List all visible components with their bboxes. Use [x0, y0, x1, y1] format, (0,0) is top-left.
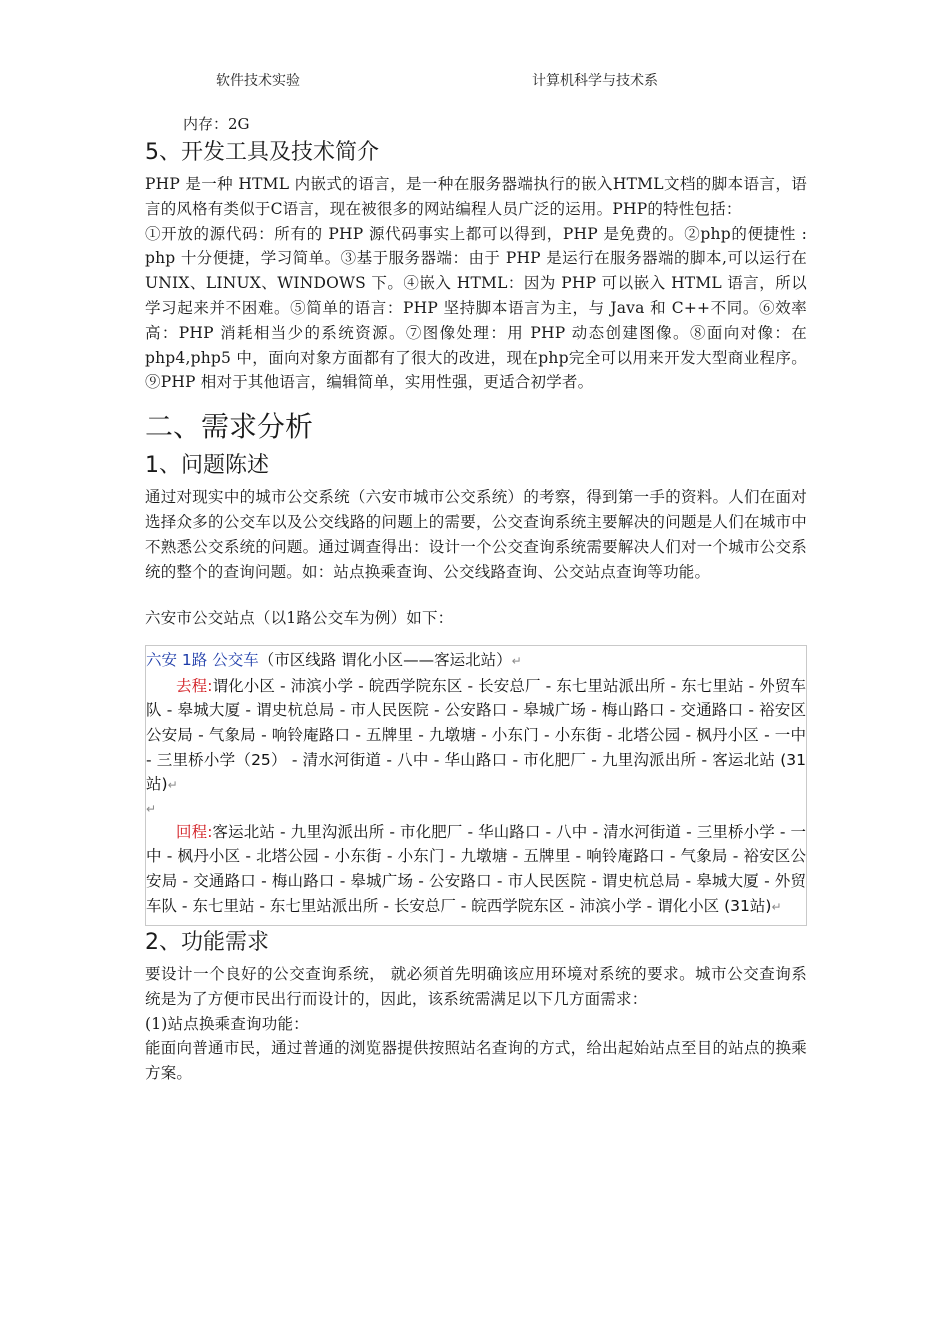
bus-route-name: 六安 1路 公交车	[146, 651, 259, 670]
bus-example-intro: 六安市公交站点（以1路公交车为例）如下：	[145, 609, 454, 628]
memory-spec: 内存：2G	[183, 115, 250, 133]
outbound-label: 去程:	[176, 676, 213, 695]
php-features-paragraph: ①开放的源代码：所有的 PHP 源代码事实上都可以得到，PHP 是免费的。②php的便捷性 : php 十分便捷，学习简单。③基于服务器端：由于 PHP 是运行在服务器端的脚本,可以运行在 UNIX、LINUX、WINDOWS 下。④嵌入 HTML：因为 PHP 可以嵌入 HTML 语言，所以学习起来并不困难。⑤简单的语言：PHP 坚持脚本语言为主，与 Java 和 C++不同。⑥效率高：PHP 消耗相当少的系统资源。⑦图像处理：用 PHP 动态创建图像。⑧面向对像：在 php4,php5 中，面向对象方面都有了很大的改进，现在php完全可以用来开发大型商业程序。⑨PHP 相对于其他语言，编辑简单，实用性强，更适合初学者。	[145, 224, 807, 392]
problem-statement-paragraph: 通过对现实中的城市公交系统（六安市城市公交系统）的考察，得到第一手的资料。人们在面对选择众多的公交车以及公交线路的问题上的需要，公交查询系统主要解决的问题是人们在城市中不熟悉公交系统的问题。通过调查得出：设计一个公交查询系统需要解决人们对一个城市公交系统的整个的查询问题。如：站点换乘查询、公交线路查询、公交站点查询等功能。	[145, 488, 807, 581]
return-label: 回程:	[176, 822, 213, 841]
requirement-1-title: (1)站点换乘查询功能：	[145, 1014, 309, 1033]
header-course-title: 软件技术实验	[216, 73, 300, 89]
return-route	[146, 820, 806, 919]
paragraph-mark: ↵	[771, 899, 782, 914]
problem-statement-heading: 1、问题陈述	[145, 453, 269, 479]
functional-requirements-paragraph: 要设计一个良好的公交查询系统， 就必须首先明确该应用环境对系统的要求。城市公交查询系统是为了方便市民出行而设计的，因此，该系统需满足以下几方面需求：	[145, 965, 807, 1008]
header-department: 计算机科学与技术系	[532, 73, 658, 89]
document-body	[145, 112, 807, 1086]
bus-route-title	[146, 648, 806, 674]
blank-line-mark: ↵	[146, 801, 157, 816]
php-intro-paragraph: PHP 是一种 HTML 内嵌式的语言，是一种在服务器端执行的嵌入HTML文档的脚本语言，语言的风格有类似于C语言，现在被很多的网站编程人员广泛的运用。PHP的特性包括：	[145, 175, 807, 218]
paragraph-mark: ↵	[511, 654, 522, 669]
bus-route-subtitle: （市区线路 谓化小区——客运北站）	[258, 651, 512, 670]
requirements-heading: 二、需求分析	[145, 410, 314, 444]
outbound-stops: 谓化小区 - 沛滨小学 - 皖西学院东区 - 长安总厂 - 东七里站派出所 - 东七里站 - 外贸车队 - 皋城大厦 - 谓史杭总局 - 市人民医院 - 公安路口 - 皋城广场 - 梅山路口 - 交通路口 - 裕安区公安局 - 气象局 - 响铃庵路口 - 五牌里 - 九墩塘 - 小东门 - 小东街 - 北塔公园 - 枫丹小区 - 一中 - 三里桥小学（25） - 清水河街道 - 八中 - 华山路口 - 市化肥厂 - 九里沟派出所 - 客运北站 (31站)	[146, 676, 806, 794]
bus-route-image	[145, 645, 807, 926]
return-stops: 客运北站 - 九里沟派出所 - 市化肥厂 - 华山路口 - 八中 - 清水河街道 - 三里桥小学 - 一中 - 枫丹小区 - 北塔公园 - 小东街 - 小东门 - 九墩塘 - 五牌里 - 响铃庵路口 - 气象局 - 裕安区公安局 - 交通路口 - 梅山路口 - 皋城广场 - 公安路口 - 市人民医院 - 谓史杭总局 - 皋城大厦 - 外贸车队 - 东七里站 - 东七里站派出所 - 长安总厂 - 皖西学院东区 - 沛滨小学 - 谓化小区 (31站)	[146, 822, 806, 915]
functional-requirements-heading: 2、功能需求	[145, 930, 269, 956]
requirement-1-body: 能面向普通市民，通过普通的浏览器提供按照站名查询的方式，给出起始站点至目的站点的换乘方案。	[145, 1039, 807, 1083]
paragraph-mark: ↵	[167, 778, 178, 793]
section-5-heading: 5、开发工具及技术简介	[145, 140, 379, 165]
outbound-route	[146, 674, 806, 798]
